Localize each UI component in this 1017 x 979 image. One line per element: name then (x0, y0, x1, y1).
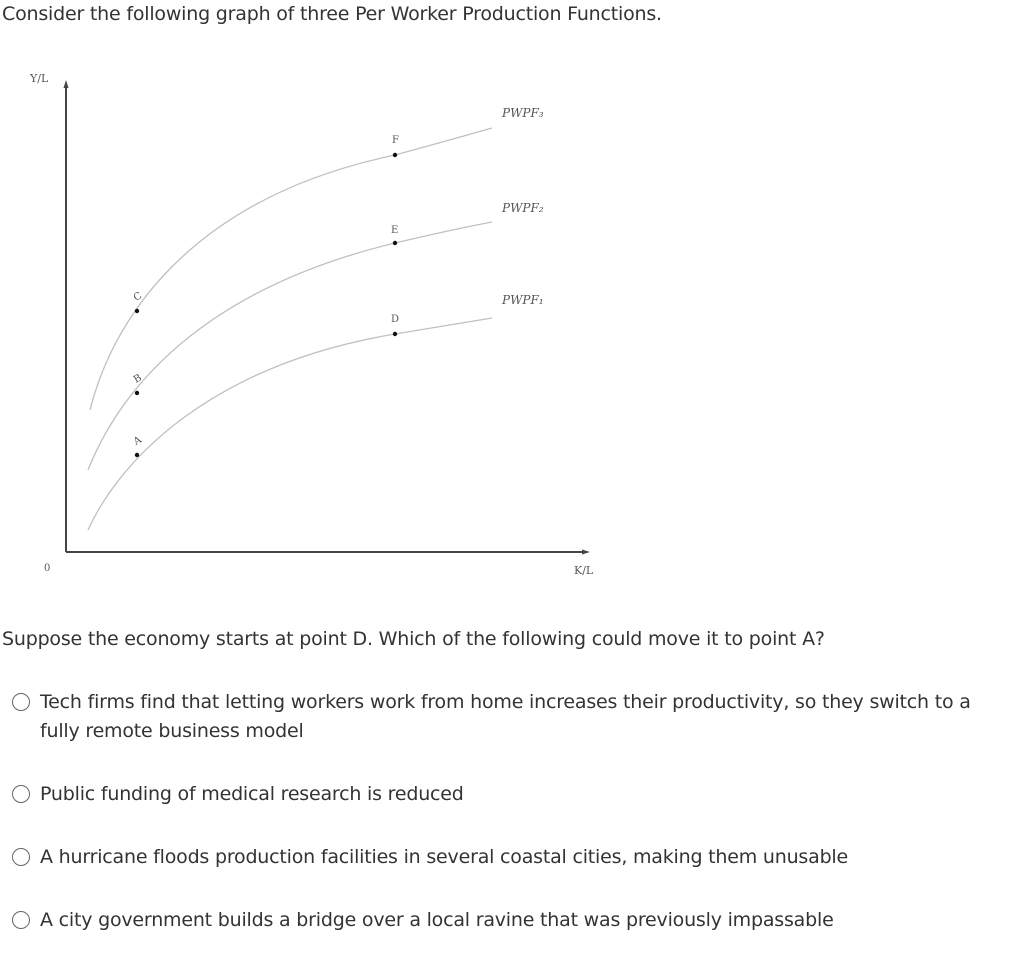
radio-button[interactable] (12, 785, 30, 803)
point-e-label: E (391, 225, 399, 236)
pwpf3-label: PWPF₃ (502, 106, 544, 120)
answer-option-label: Public funding of medical research is reduced (40, 783, 464, 805)
y-axis-label: Y/L (30, 72, 49, 85)
point-b-marker (135, 391, 139, 395)
question-text: Suppose the economy starts at point D. Which of the following could move it to point A? (2, 628, 825, 650)
answer-option-label: A hurricane floods production facilities in several coastal cities, making them unusable (40, 846, 849, 868)
pwpf1-label: PWPF₁ (502, 293, 544, 307)
point-f-label: F (392, 135, 399, 146)
point-f-marker (393, 153, 397, 157)
radio-button[interactable] (12, 848, 30, 866)
answer-option-bridge[interactable] (12, 906, 1002, 935)
pwpf2-label: PWPF₂ (502, 201, 544, 215)
radio-button[interactable] (12, 911, 30, 929)
answer-option-hurricane[interactable] (12, 843, 1002, 872)
point-d-label: D (391, 314, 400, 325)
point-c-marker (135, 309, 139, 313)
pwpf3-curve (90, 128, 492, 410)
point-a-marker (135, 453, 139, 457)
point-b-label: B (131, 372, 144, 386)
radio-button[interactable] (12, 693, 30, 711)
answer-option-label: A city government builds a bridge over a local ravine that was previously impassable (40, 909, 834, 931)
point-c-label: C (131, 290, 145, 304)
production-function-graph (0, 60, 620, 585)
answer-option-label: Tech firms find that letting workers work from home increases their productivity, so they switch to a fully remote business model (40, 691, 971, 742)
answer-option-medical-research[interactable] (12, 780, 1002, 809)
answer-option-remote-work[interactable] (12, 688, 1002, 746)
point-a-label: A (131, 434, 144, 448)
point-d-marker (393, 332, 397, 336)
origin-label: 0 (44, 563, 51, 574)
point-e-marker (393, 241, 397, 245)
y-axis-arrow (64, 80, 69, 88)
pwpf1-curve (88, 318, 492, 530)
x-axis-arrow (582, 550, 590, 555)
intro-text: Consider the following graph of three Per Worker Production Functions. (2, 3, 662, 25)
pwpf2-curve (88, 222, 492, 470)
x-axis-label: K/L (574, 564, 594, 577)
